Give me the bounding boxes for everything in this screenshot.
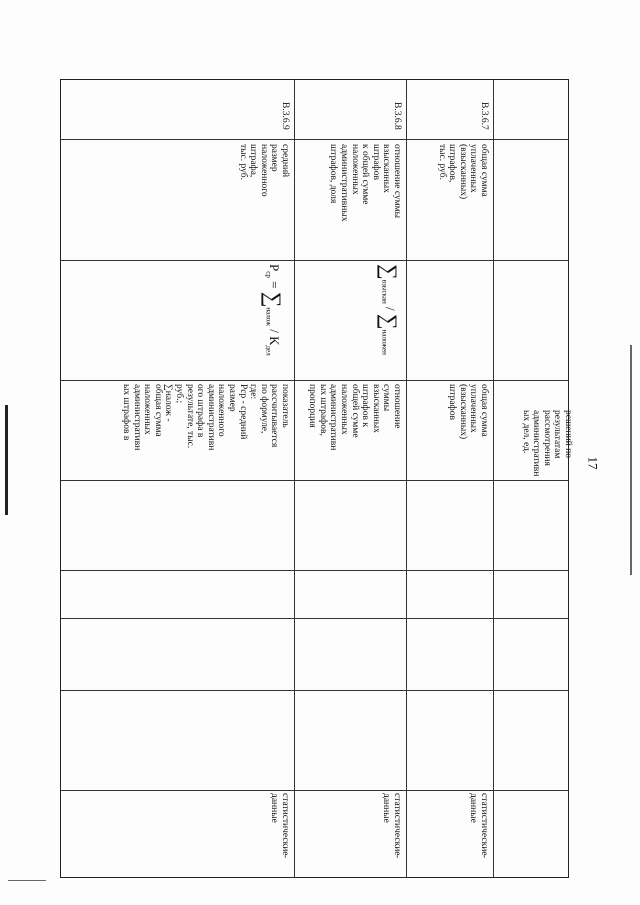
table-column-divider <box>61 618 568 619</box>
table-cell-description: показатель рассчитывается по формуле, где: Pср - средний размер наложенного административн ого штрафа в результате, тыс. руб.; ∑налож - общая сумма наложенных административн ых штрафов в <box>121 384 290 451</box>
table-cell-code: В.3.6.8 <box>392 102 402 130</box>
table-cell-name: общая сумма уплаченных (взысканных) штрафов, тыс. руб. <box>436 144 489 200</box>
scan-artifact-left <box>5 405 8 515</box>
table-cell-dash: - <box>280 855 290 859</box>
table-column-divider <box>61 139 568 140</box>
table-column-divider <box>61 480 568 481</box>
page-number: 17 <box>585 456 601 470</box>
table-row-divider <box>294 80 295 877</box>
table-column-divider <box>61 260 568 261</box>
scan-artifact-bottom <box>8 880 46 881</box>
table-cell-name: средний размер наложенного штрафа, тыс. руб. <box>237 144 290 197</box>
table-cell-formula: $P_{ср} = \sum_{налож} / K_{дел}$ <box>261 264 286 356</box>
table-cell-dash: - <box>479 855 489 859</box>
table-cell-code: В.3.6.9 <box>280 102 290 130</box>
table-cell-name: отношение суммы взысканных штрафов к общей сумме наложенных административных штрафов, доля <box>328 144 402 222</box>
table-row-divider <box>406 80 407 877</box>
table-column-divider <box>61 380 568 381</box>
table-cell-formula: $\sum_{взыскан} / \sum_{наложен}$ <box>377 264 402 355</box>
table-cell-description: общая сумма уплаченных (взысканных) штрафов <box>447 384 489 440</box>
table-cell-description: отношение суммы взысканных штрафов к общей сумме наложенных административн ых штрафов, пропорция <box>307 384 402 451</box>
table-column-divider <box>61 790 568 791</box>
table-cell-dash: - <box>392 855 402 859</box>
table-cell-description: решений по результатам рассмотрения административн ых дел, ед. <box>520 410 573 477</box>
table-cell-code: В.3.6.7 <box>479 102 489 130</box>
table-cell-source: статистические данные <box>468 793 489 856</box>
table-column-divider <box>61 570 568 571</box>
table-row-divider <box>493 80 494 877</box>
table-column-divider <box>61 690 568 691</box>
table-cell-source: статистические данные <box>269 793 290 856</box>
data-table <box>60 79 573 878</box>
table-cell-source: статистические данные <box>381 793 402 856</box>
scan-artifact-right <box>630 345 632 575</box>
